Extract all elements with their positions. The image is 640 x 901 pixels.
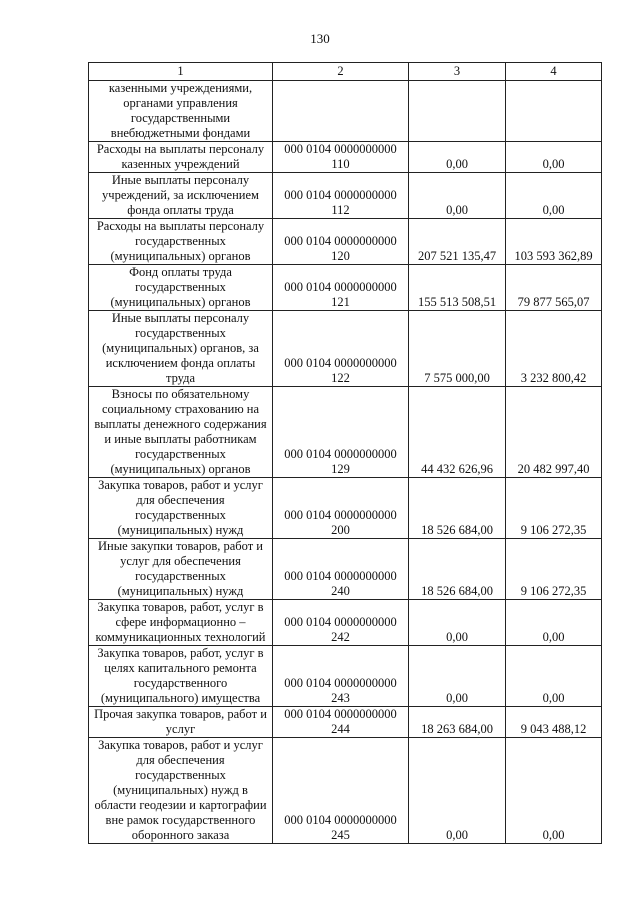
- row-name: Иные выплаты персоналу учреждений, за исключением фонда оплаты труда: [89, 173, 273, 219]
- row-value-plan: 0,00: [409, 738, 506, 844]
- row-code: 000 0104 0000000000 122: [273, 311, 409, 387]
- row-value-actual: 0,00: [506, 646, 602, 707]
- row-code: 000 0104 0000000000 110: [273, 142, 409, 173]
- row-code: 000 0104 0000000000 112: [273, 173, 409, 219]
- table-row: [89, 600, 602, 646]
- row-value-actual: 0,00: [506, 142, 602, 173]
- row-name: Прочая закупка товаров, работ и услуг: [89, 707, 273, 738]
- row-value-plan: 0,00: [409, 173, 506, 219]
- row-value-plan: 18 263 684,00: [409, 707, 506, 738]
- table-row: [89, 539, 602, 600]
- row-value-actual: [506, 81, 602, 142]
- row-name: Закупка товаров, работ, услуг в целях капитального ремонта государственного (муниципального) имущества: [89, 646, 273, 707]
- page-number: 130: [310, 31, 330, 46]
- row-value-plan: 18 526 684,00: [409, 478, 506, 539]
- row-name: Иные выплаты персоналу государственных (муниципальных) органов, за исключением фонда оплаты труда: [89, 311, 273, 387]
- row-value-actual: 9 043 488,12: [506, 707, 602, 738]
- row-value-actual: 0,00: [506, 600, 602, 646]
- row-value-plan: 18 526 684,00: [409, 539, 506, 600]
- budget-table: [88, 62, 602, 844]
- column-header-1: 1: [89, 63, 273, 81]
- row-name: Расходы на выплаты персоналу государственных (муниципальных) органов: [89, 219, 273, 265]
- row-name: Расходы на выплаты персоналу казенных учреждений: [89, 142, 273, 173]
- table-row: [89, 478, 602, 539]
- row-value-actual: 103 593 362,89: [506, 219, 602, 265]
- table-row: [89, 219, 602, 265]
- row-value-plan: 207 521 135,47: [409, 219, 506, 265]
- column-header-4: 4: [506, 63, 602, 81]
- table-row: [89, 387, 602, 478]
- column-header-2: 2: [273, 63, 409, 81]
- row-value-actual: 3 232 800,42: [506, 311, 602, 387]
- table-row: [89, 707, 602, 738]
- table-row: [89, 646, 602, 707]
- table-row: [89, 265, 602, 311]
- row-value-plan: 44 432 626,96: [409, 387, 506, 478]
- row-name: Взносы по обязательному социальному страхованию на выплаты денежного содержания и иные выплаты работникам государственных (муниципальных) органов: [89, 387, 273, 478]
- table-row: [89, 173, 602, 219]
- row-value-plan: 0,00: [409, 142, 506, 173]
- row-code: 000 0104 0000000000 244: [273, 707, 409, 738]
- row-code: 000 0104 0000000000 240: [273, 539, 409, 600]
- row-code: 000 0104 0000000000 121: [273, 265, 409, 311]
- row-name: казенными учреждениями, органами управления государственными внебюджетными фондами: [89, 81, 273, 142]
- row-value-actual: 0,00: [506, 738, 602, 844]
- table-row: [89, 142, 602, 173]
- row-code: 000 0104 0000000000 120: [273, 219, 409, 265]
- row-name: Закупка товаров, работ и услуг для обеспечения государственных (муниципальных) нужд в области геодезии и картографии вне рамок государственного оборонного заказа: [89, 738, 273, 844]
- row-value-actual: 9 106 272,35: [506, 539, 602, 600]
- table-row: [89, 81, 602, 142]
- row-value-actual: 20 482 997,40: [506, 387, 602, 478]
- row-value-actual: 0,00: [506, 173, 602, 219]
- row-value-plan: 155 513 508,51: [409, 265, 506, 311]
- row-code: 000 0104 0000000000 129: [273, 387, 409, 478]
- row-name: Закупка товаров, работ, услуг в сфере информационно – коммуникационных технологий: [89, 600, 273, 646]
- row-value-plan: 0,00: [409, 646, 506, 707]
- column-header-3: 3: [409, 63, 506, 81]
- row-value-plan: 7 575 000,00: [409, 311, 506, 387]
- row-code: [273, 81, 409, 142]
- row-code: 000 0104 0000000000 243: [273, 646, 409, 707]
- row-value-plan: 0,00: [409, 600, 506, 646]
- row-value-plan: [409, 81, 506, 142]
- row-name: Иные закупки товаров, работ и услуг для обеспечения государственных (муниципальных) нужд: [89, 539, 273, 600]
- table-header-row: [89, 63, 602, 81]
- row-code: 000 0104 0000000000 200: [273, 478, 409, 539]
- table-row: [89, 738, 602, 844]
- row-name: Закупка товаров, работ и услуг для обеспечения государственных (муниципальных) нужд: [89, 478, 273, 539]
- row-code: 000 0104 0000000000 242: [273, 600, 409, 646]
- row-value-actual: 79 877 565,07: [506, 265, 602, 311]
- row-code: 000 0104 0000000000 245: [273, 738, 409, 844]
- table-row: [89, 311, 602, 387]
- row-name: Фонд оплаты труда государственных (муниципальных) органов: [89, 265, 273, 311]
- row-value-actual: 9 106 272,35: [506, 478, 602, 539]
